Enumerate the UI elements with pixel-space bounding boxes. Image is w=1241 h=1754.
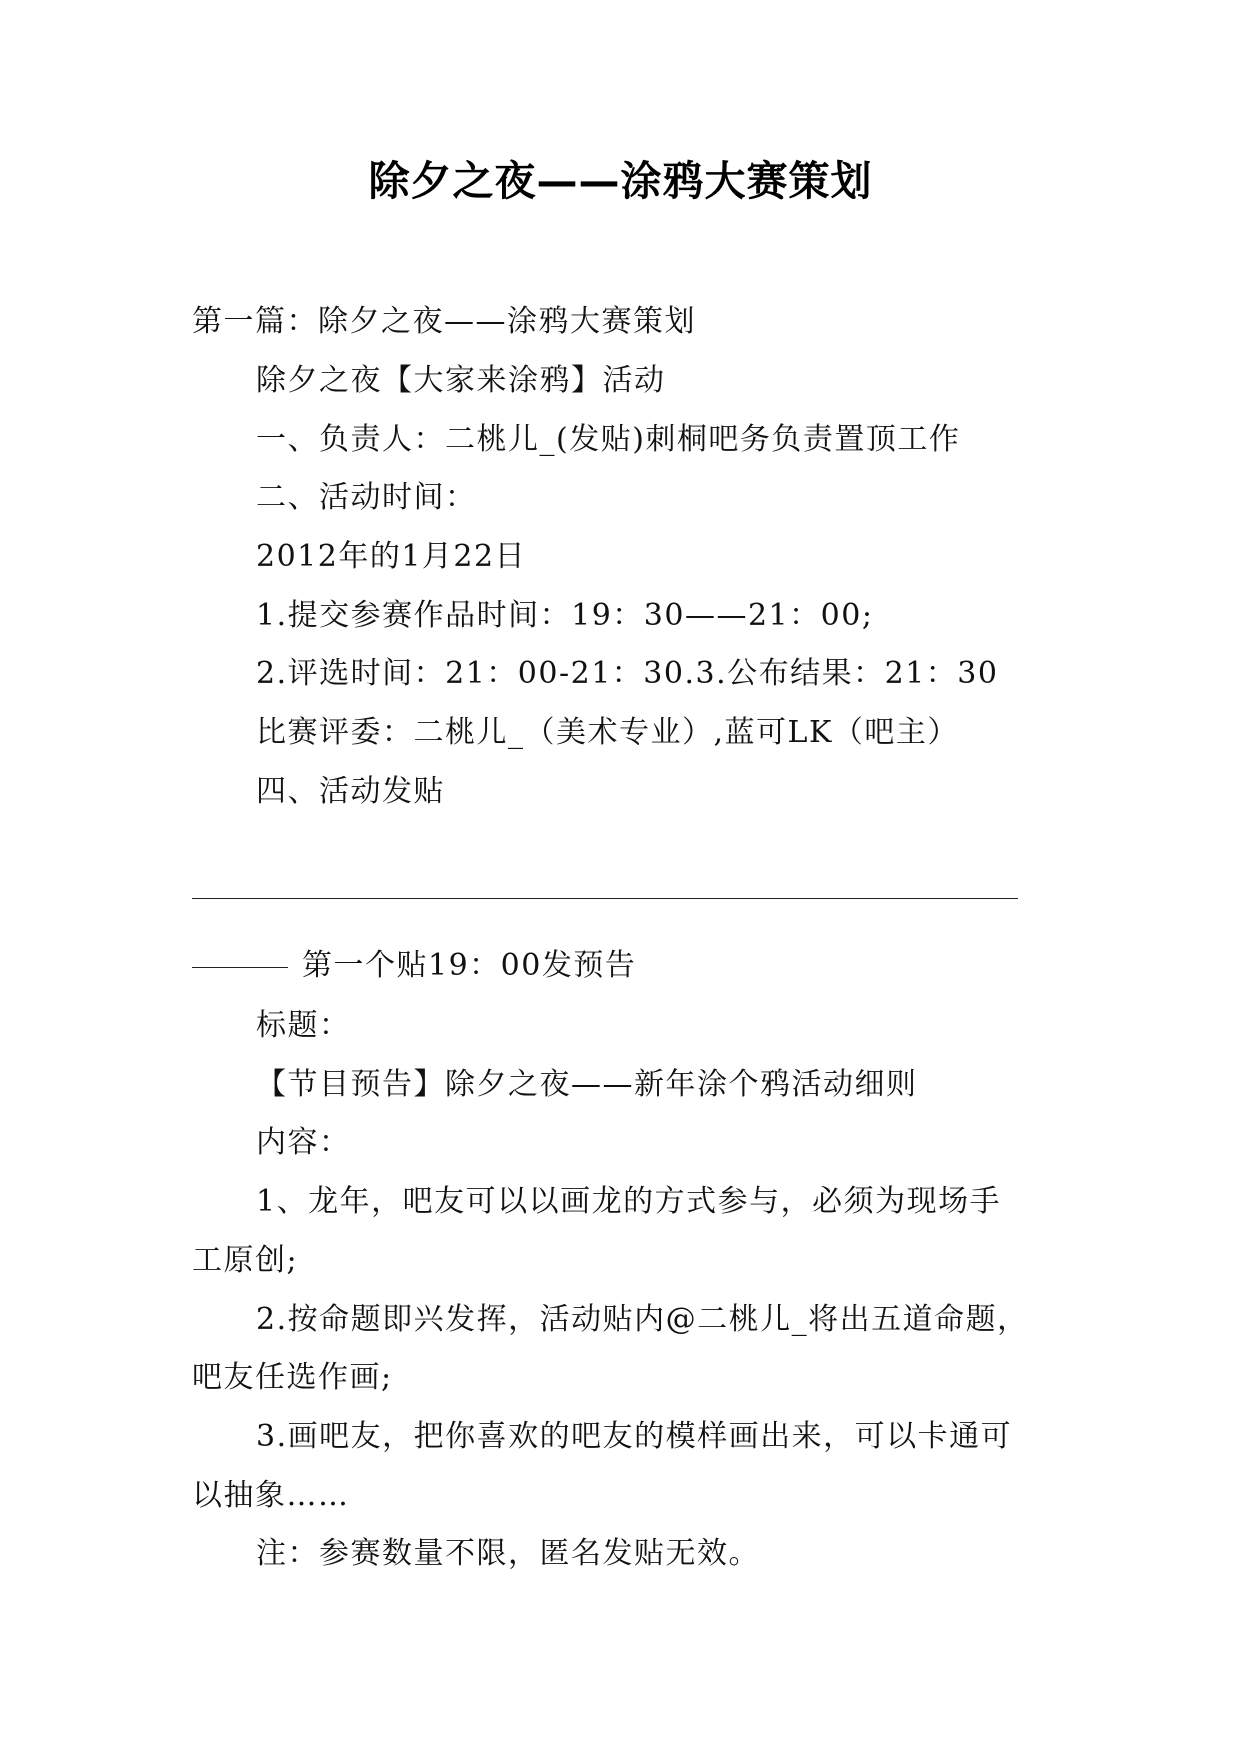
paragraph-line: 以抽象……: [192, 1478, 350, 1513]
paragraph-line: 3.画吧友，把你喜欢的吧友的模样画出来，可以卡通可: [256, 1419, 1013, 1454]
paragraph-line: 吧友任选作画;: [192, 1360, 393, 1395]
paragraph-line: 工原创;: [192, 1243, 299, 1278]
paragraph-line: 一、负责人：二桃儿_(发贴)刺桐吧务负责置顶工作: [256, 422, 961, 457]
separator-rule: [192, 898, 1018, 899]
paragraph-line: 2.评选时间：21：00-21：30.3.公布结果：21：30: [256, 656, 999, 691]
paragraph-line: 1.提交参赛作品时间：19：30——21：00;: [256, 598, 874, 633]
paragraph-line: 注：参赛数量不限，匿名发贴无效。: [256, 1536, 760, 1571]
paragraph-line: 1、龙年，吧友可以以画龙的方式参与，必须为现场手: [256, 1184, 1002, 1219]
paragraph-line: 【节目预告】除夕之夜——新年涂个鸦活动细则: [256, 1067, 918, 1102]
paragraph-line: 比赛评委：二桃儿_（美术专业）,蓝可LK（吧主）: [256, 715, 959, 750]
separator-rule-continuation: [192, 967, 288, 968]
document-title: 除夕之夜——涂鸦大赛策划: [368, 157, 873, 205]
paragraph-line: 2012年的1月22日: [256, 539, 527, 574]
paragraph-line: 内容：: [256, 1125, 351, 1160]
post-one-label: 第一个贴19：00发预告: [302, 948, 637, 983]
paragraph-line: 除夕之夜【大家来涂鸦】活动: [256, 363, 666, 398]
paragraph-line: [192, 940, 636, 984]
paragraph-line: 二、活动时间：: [256, 480, 477, 515]
paragraph-line: 2.按命题即兴发挥，活动贴内@二桃儿_将出五道命题，: [256, 1302, 1029, 1337]
paragraph-line: 标题：: [256, 1008, 351, 1043]
section-heading: 第一篇：除夕之夜——涂鸦大赛策划: [192, 304, 696, 339]
paragraph-line: 四、活动发贴: [256, 774, 445, 809]
